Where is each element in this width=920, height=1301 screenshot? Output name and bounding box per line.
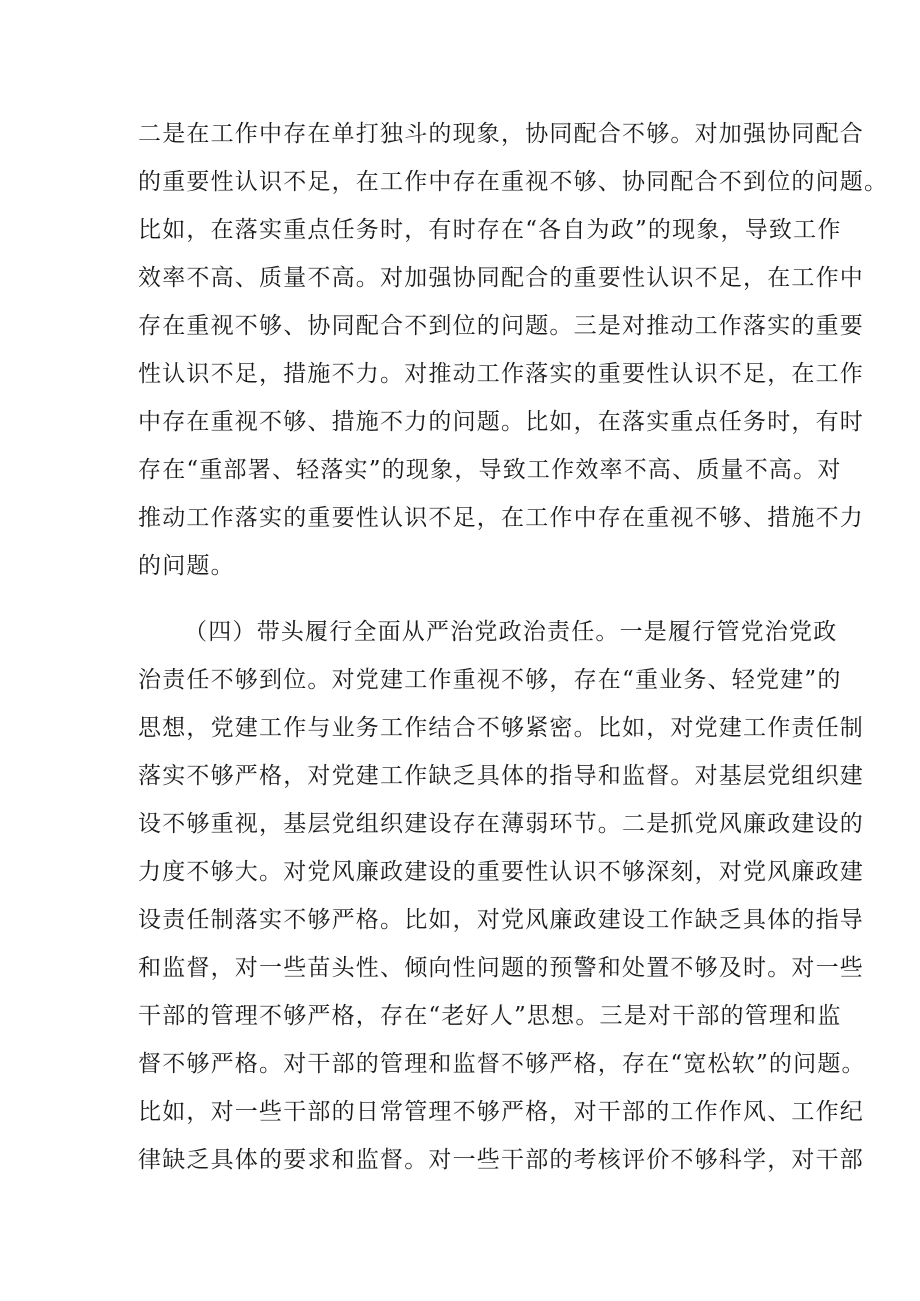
paragraph-2-line-12: 律缺乏具体的要求和监督。对一些干部的考核评价不够科学，对干部: [138, 1147, 864, 1173]
paragraph-1-line-5: 存在重视不够、协同配合不到位的问题。三是对推动工作落实的重要: [138, 313, 864, 339]
paragraph-2-line-5: 设不够重视，基层党组织建设存在薄弱环节。二是抓党风廉政建设的: [138, 811, 864, 837]
paragraph-2-line-11: 比如，对一些干部的日常管理不够严格，对干部的工作作风、工作纪: [138, 1099, 864, 1125]
paragraph-1-line-7: 中存在重视不够、措施不力的问题。比如，在落实重点任务时，有时: [138, 409, 864, 435]
paragraph-1-line-8: 存在“重部署、轻落实”的现象，导致工作效率不高、质量不高。对: [138, 457, 842, 483]
paragraph-2-line-9: 干部的管理不够严格，存在“老好人”思想。三是对干部的管理和监: [138, 1003, 842, 1029]
paragraph-2-line-1: （四）带头履行全面从严治党政治责任。一是履行管党治党政: [184, 619, 838, 645]
paragraph-2-line-10: 督不够严格。对干部的管理和监督不够严格，存在“宽松软”的问题。: [138, 1051, 866, 1077]
paragraph-2-line-8: 和监督，对一些苗头性、倾向性问题的预警和处置不够及时。对一些: [138, 955, 864, 981]
paragraph-1-line-3: 比如，在落实重点任务时，有时存在“各自为政”的现象，导致工作: [138, 217, 842, 243]
paragraph-1-line-9: 推动工作落实的重要性认识不足，在工作中存在重视不够、措施不力: [138, 505, 864, 531]
paragraph-2-line-3: 思想，党建工作与业务工作结合不够紧密。比如，对党建工作责任制: [138, 715, 864, 741]
paragraph-2-line-6: 力度不够大。对党风廉政建设的重要性认识不够深刻，对党风廉政建: [138, 859, 864, 885]
paragraph-1-line-6: 性认识不足，措施不力。对推动工作落实的重要性认识不足，在工作: [138, 361, 864, 387]
paragraph-1-line-2: 的重要性认识不足，在工作中存在重视不够、协同配合不到位的问题。: [138, 169, 889, 195]
paragraph-1-line-1: 二是在工作中存在单打独斗的现象，协同配合不够。对加强协同配合: [138, 121, 864, 147]
paragraph-1-line-4: 效率不高、质量不高。对加强协同配合的重要性认识不足，在工作中: [138, 265, 864, 291]
paragraph-2-line-2: 治责任不够到位。对党建工作重视不够，存在“重业务、轻党建”的: [138, 667, 842, 693]
paragraph-2-line-4: 落实不够严格，对党建工作缺乏具体的指导和监督。对基层党组织建: [138, 763, 864, 789]
paragraph-2-line-7: 设责任制落实不够严格。比如，对党风廉政建设工作缺乏具体的指导: [138, 907, 864, 933]
paragraph-1-line-10: 的问题。: [138, 553, 235, 579]
